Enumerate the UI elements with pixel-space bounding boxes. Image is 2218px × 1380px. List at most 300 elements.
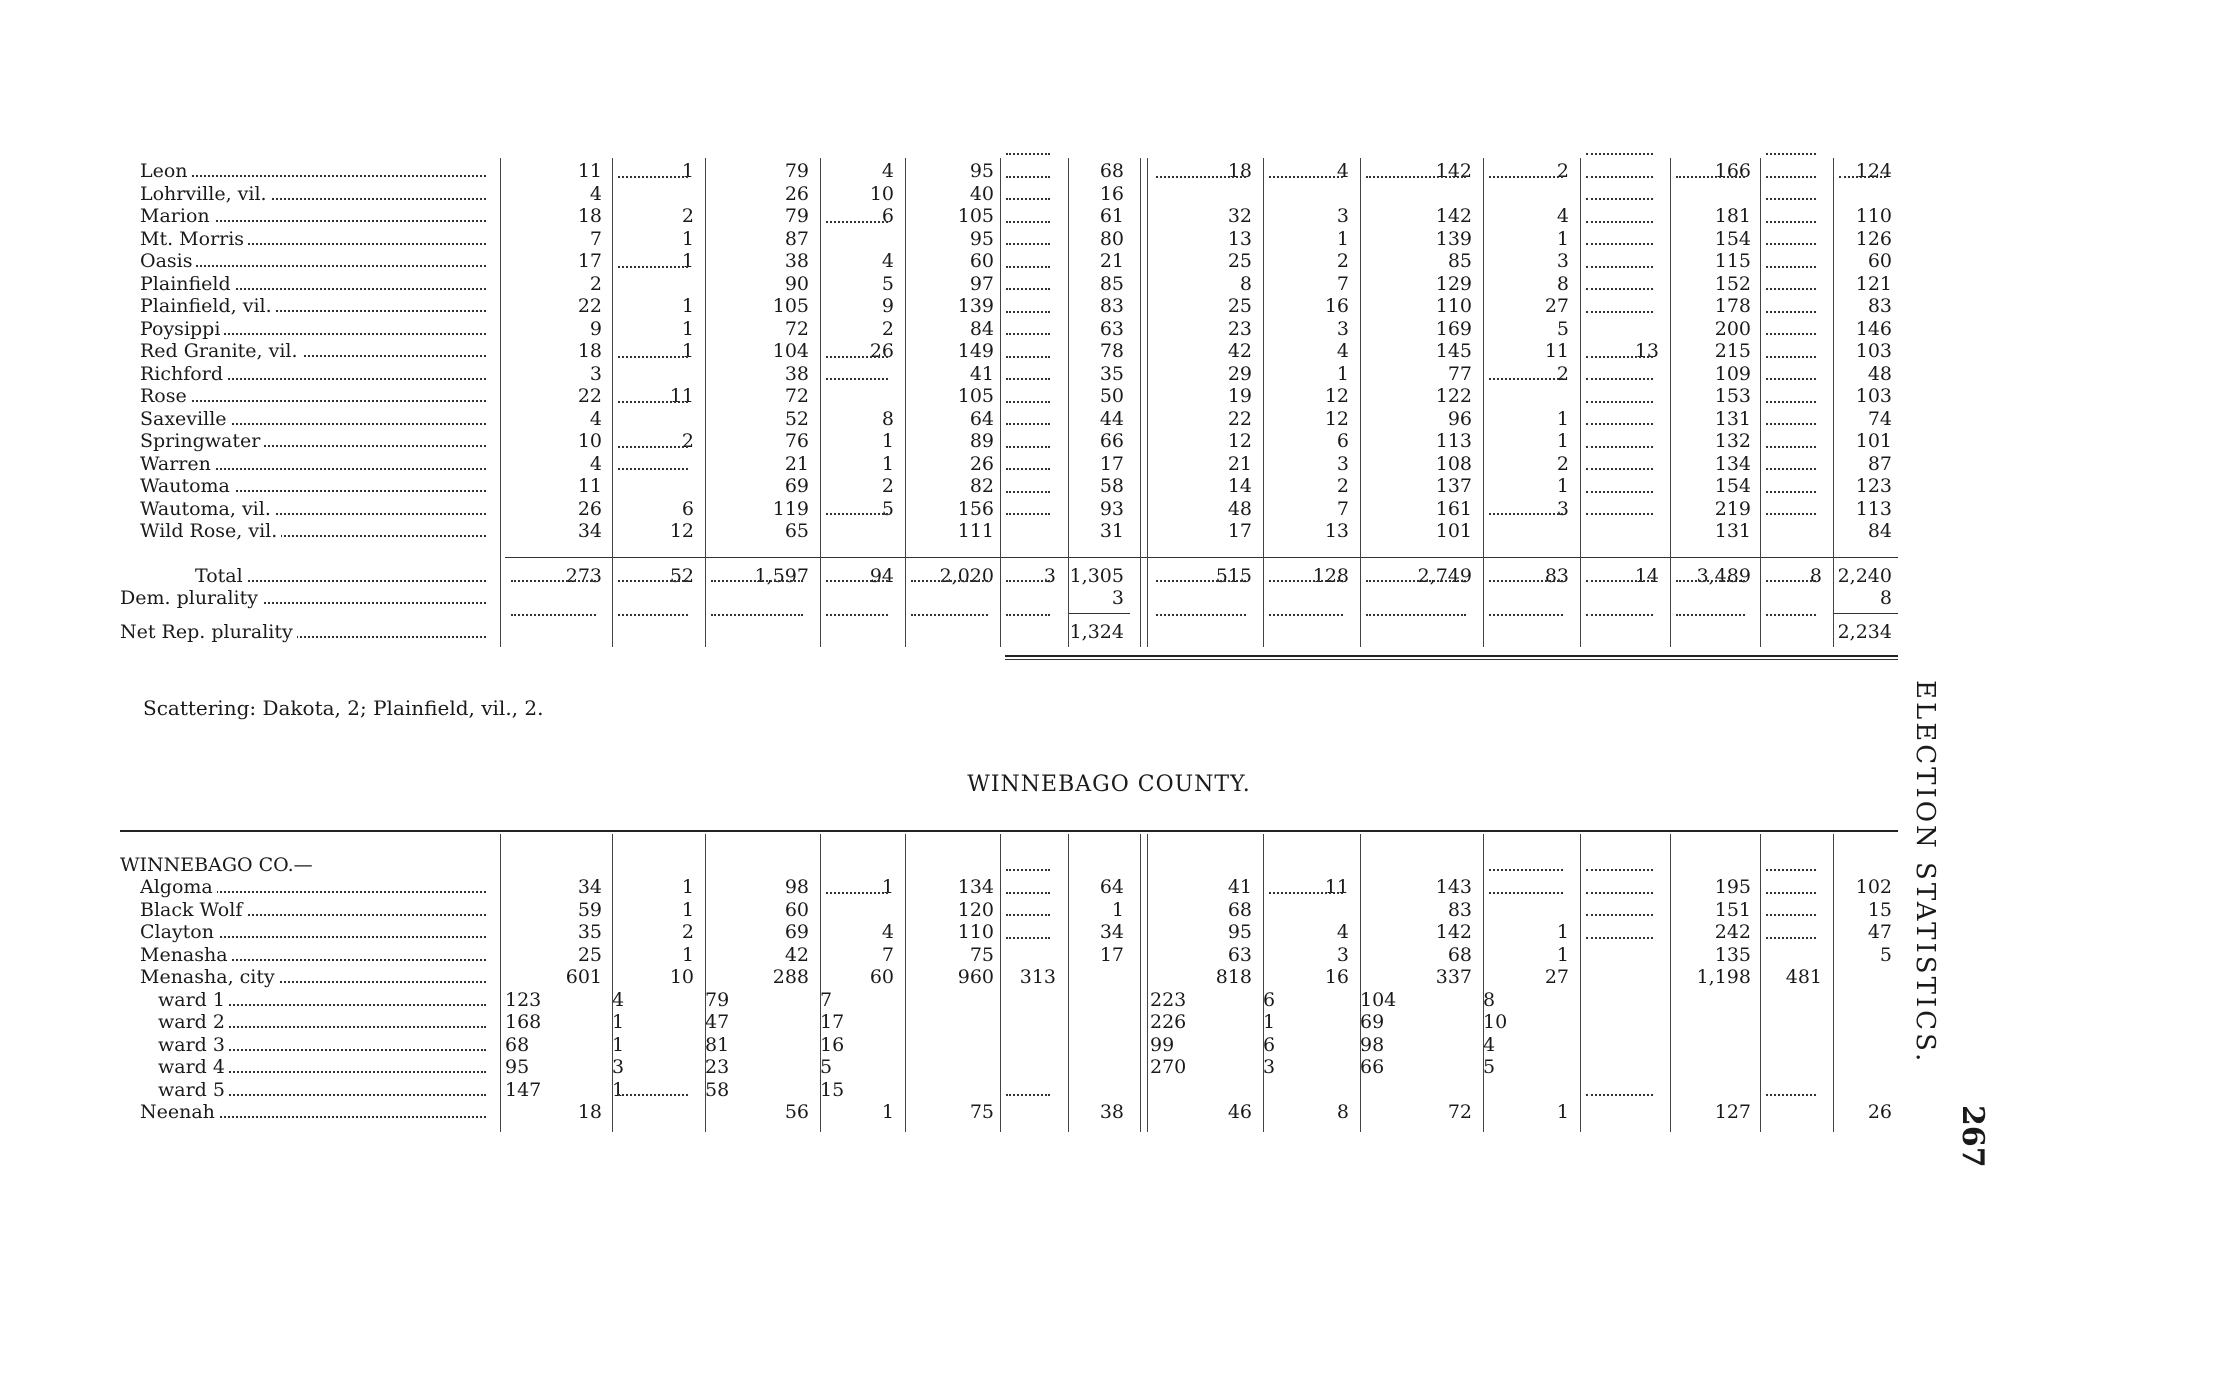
table-cell: 42 (784, 943, 809, 966)
table-cell: 6 (681, 497, 694, 520)
table-cell: 142 (1435, 921, 1472, 943)
table-cell: 102 (1855, 876, 1892, 898)
table-cell: 60 (784, 898, 809, 921)
table-cell: 52 (669, 564, 694, 587)
row-label (140, 250, 492, 272)
table-row (0, 318, 2218, 340)
table-row (0, 520, 2218, 542)
table-cell: 152 (1714, 272, 1751, 295)
ward-row (0, 1011, 2218, 1033)
row-rule (1005, 659, 1898, 660)
row-label-text: Net Rep. plurality (120, 621, 297, 643)
row-label (140, 228, 492, 250)
table-cell: 3 (1336, 943, 1349, 966)
table-cell: 601 (565, 966, 602, 988)
table-cell: 75 (969, 943, 994, 966)
table-cell: 89 (969, 430, 994, 452)
table-cell: 61 (1099, 205, 1124, 227)
column-rule (1483, 834, 1484, 1132)
row-label-text: Algoma (140, 876, 217, 898)
table-cell: 13 (1634, 340, 1659, 362)
row-label-text: Warren (140, 453, 215, 475)
table-cell: 26 (969, 452, 994, 475)
table-cell: 9 (881, 295, 894, 317)
table-cell: 5 (1879, 943, 1892, 966)
row-label-text: Dem. plurality (120, 587, 262, 609)
table-cell: 35 (1099, 362, 1124, 385)
table-cell: 7 (1336, 497, 1349, 520)
row-label (140, 205, 492, 227)
table-cell: 7 (820, 988, 833, 1011)
table-cell: 47 (1867, 921, 1892, 943)
table-cell: 105 (772, 295, 809, 317)
row-label-text: Leon (140, 160, 192, 182)
table-cell: 2,234 (1837, 620, 1892, 643)
table-cell: 1 (1556, 943, 1569, 966)
table-cell: 3 (612, 1056, 625, 1078)
row-label (140, 966, 492, 988)
table-cell: 42 (1227, 340, 1252, 362)
table-cell: 103 (1855, 340, 1892, 362)
table-cell: 1 (1111, 898, 1124, 921)
row-label-text: Poysippi (140, 318, 224, 340)
table-cell: 31 (1099, 520, 1124, 542)
table-cell: 18 (577, 205, 602, 227)
table-cell: 18 (577, 1101, 602, 1123)
table-cell: 10 (1483, 1011, 1508, 1033)
column-rule (1833, 158, 1834, 647)
table-cell: 80 (1099, 227, 1124, 250)
table-cell: 156 (957, 497, 994, 520)
table-cell: 12 (1324, 385, 1349, 407)
table-cell: 142 (1435, 205, 1472, 227)
table-cell: 38 (784, 250, 809, 272)
table-row (0, 453, 2218, 475)
row-label-text: Mt. Morris (140, 228, 248, 250)
table-cell: 16 (1324, 295, 1349, 317)
table-cell: 95 (505, 1056, 530, 1078)
table-cell: 4 (612, 988, 625, 1011)
table-cell: 10 (577, 430, 602, 452)
row-label-text: Menasha (140, 944, 232, 966)
row-label-text: Springwater (140, 430, 264, 452)
table-cell: 124 (1855, 160, 1892, 182)
table-cell: 1 (612, 1033, 625, 1056)
table-cell: 1 (881, 430, 894, 452)
table-cell: 25 (1227, 250, 1252, 272)
group-label-row (0, 854, 2218, 876)
table-cell: 1 (881, 1101, 894, 1123)
table-cell: 5 (820, 1056, 833, 1078)
table-cell: 3 (1263, 1056, 1276, 1078)
table-cell: 32 (1227, 205, 1252, 227)
table-row (0, 363, 2218, 385)
table-cell: 8 (881, 407, 894, 430)
table-cell: 1 (681, 317, 694, 340)
table-cell: 8 (1336, 1101, 1349, 1123)
row-label (140, 498, 492, 520)
table-cell: 1 (681, 160, 694, 182)
table-cell: 66 (1360, 1056, 1385, 1078)
table-cell: 110 (1855, 205, 1892, 227)
table-cell: 13 (1227, 227, 1252, 250)
row-label (140, 899, 492, 921)
table-cell: 1 (681, 898, 694, 921)
table-cell: 2 (1556, 160, 1569, 182)
table-cell: 56 (784, 1101, 809, 1123)
table-cell: 40 (969, 182, 994, 205)
table-cell: 18 (1227, 160, 1252, 182)
column-rule (500, 158, 501, 647)
table-cell: 58 (1099, 475, 1124, 497)
column-rule (820, 158, 821, 647)
table-cell: 109 (1714, 362, 1751, 385)
table-cell: 38 (1099, 1101, 1124, 1123)
table-cell: 4 (589, 182, 602, 205)
table-cell: 6 (1336, 430, 1349, 452)
table-cell: 4 (1483, 1033, 1496, 1056)
table-cell: 481 (1785, 966, 1822, 988)
table-cell: 11 (1544, 340, 1569, 362)
table-cell: 4 (589, 452, 602, 475)
table-cell: 131 (1714, 520, 1751, 542)
table-cell: 21 (784, 452, 809, 475)
table-cell: 2 (881, 317, 894, 340)
table-cell: 6 (881, 205, 894, 227)
table-cell: 10 (869, 182, 894, 205)
table-row (0, 295, 2218, 317)
row-label (140, 475, 492, 497)
table-cell: 41 (969, 362, 994, 385)
row-rule (1833, 613, 1898, 614)
table-cell: 94 (869, 564, 894, 587)
table-cell: 11 (1324, 876, 1349, 898)
table-cell: 8 (1879, 586, 1892, 609)
table-cell: 17 (1099, 452, 1124, 475)
row-label-text: Wild Rose, vil. (140, 520, 281, 542)
row-label-text: Saxeville (140, 408, 231, 430)
column-rule (1670, 834, 1671, 1132)
row-label-text: Wautoma, vil. (140, 498, 275, 520)
ward-row (0, 1034, 2218, 1056)
table-cell: 8 (1483, 988, 1496, 1011)
table-cell: 4 (881, 921, 894, 943)
table-cell: 181 (1714, 205, 1751, 227)
table-cell: 8 (1809, 564, 1822, 587)
table-cell: 52 (784, 407, 809, 430)
table-cell: 11 (577, 160, 602, 182)
table-cell: 1 (1336, 362, 1349, 385)
table-cell: 215 (1714, 340, 1751, 362)
column-rule (1360, 158, 1361, 647)
table-cell: 3 (589, 362, 602, 385)
table-cell: 65 (784, 520, 809, 542)
column-rule (1580, 158, 1581, 647)
table-cell: 115 (1714, 250, 1751, 272)
table-cell: 7 (589, 227, 602, 250)
table-cell: 104 (1360, 988, 1397, 1011)
table-cell: 139 (957, 295, 994, 317)
table-cell: 22 (577, 385, 602, 407)
table-cell: 1 (1556, 407, 1569, 430)
table-cell: 29 (1227, 362, 1252, 385)
table-cell: 818 (1215, 966, 1252, 988)
table-cell: 4 (881, 160, 894, 182)
table-cell: 219 (1714, 497, 1751, 520)
column-rule (1000, 834, 1001, 1132)
table-cell: 19 (1227, 385, 1252, 407)
table-cell: 154 (1714, 227, 1751, 250)
net-rep-plurality-row (0, 621, 2218, 643)
column-rule (1140, 834, 1141, 1132)
table-cell: 79 (784, 205, 809, 227)
row-label (140, 453, 492, 475)
table-cell: 1,305 (1069, 564, 1124, 587)
column-rule (705, 158, 706, 647)
table-cell: 143 (1435, 876, 1472, 898)
table-cell: 5 (1556, 317, 1569, 340)
table-row (0, 899, 2218, 921)
table-cell: 79 (784, 160, 809, 182)
table-cell: 2 (681, 205, 694, 227)
row-label (158, 989, 492, 1011)
row-rule (120, 830, 1898, 832)
table-cell: 139 (1435, 227, 1472, 250)
row-label (158, 1011, 492, 1033)
table-cell: 64 (969, 407, 994, 430)
table-cell: 166 (1714, 160, 1751, 182)
table-cell: 226 (1150, 1011, 1187, 1033)
table-row (0, 228, 2218, 250)
row-label (140, 183, 492, 205)
row-rule (1005, 655, 1898, 657)
table-cell: 1 (1263, 1011, 1276, 1033)
column-rule (1068, 158, 1069, 647)
table-row (0, 966, 2218, 988)
row-label (140, 430, 492, 452)
table-cell: 17 (1227, 520, 1252, 542)
table-cell: 154 (1714, 475, 1751, 497)
table-cell: 1 (881, 876, 894, 898)
row-label (140, 944, 492, 966)
table-cell: 23 (705, 1056, 730, 1078)
row-label (120, 621, 492, 643)
table-cell: 27 (1544, 295, 1569, 317)
table-row (0, 876, 2218, 898)
row-label-text: Plainfield, vil. (140, 295, 276, 317)
table-cell: 2,240 (1837, 564, 1892, 587)
table-cell: 41 (1227, 876, 1252, 898)
table-row (0, 430, 2218, 452)
column-rule (1140, 158, 1141, 647)
table-cell: 93 (1099, 497, 1124, 520)
table-cell: 1 (681, 876, 694, 898)
table-cell: 5 (881, 272, 894, 295)
column-rule (1360, 834, 1361, 1132)
table-cell: 85 (1447, 250, 1472, 272)
row-label (140, 295, 492, 317)
table-cell: 1 (681, 250, 694, 272)
table-row (0, 340, 2218, 362)
table-cell: 200 (1714, 317, 1751, 340)
row-label (140, 520, 492, 542)
table-row (0, 944, 2218, 966)
table-cell: 105 (957, 205, 994, 227)
row-label (140, 160, 492, 182)
row-label-text: Neenah (140, 1101, 219, 1123)
column-rule (905, 834, 906, 1132)
table-cell: 17 (1099, 943, 1124, 966)
county-heading: WINNEBAGO COUNTY. (967, 772, 1251, 797)
table-cell: 111 (957, 520, 994, 542)
table-cell: 75 (969, 1101, 994, 1123)
table-cell: 120 (957, 898, 994, 921)
table-cell: 1 (612, 1078, 625, 1101)
table-row (0, 250, 2218, 272)
table-cell: 151 (1714, 898, 1751, 921)
row-label-text: ward 2 (158, 1011, 229, 1033)
table-cell: 110 (1435, 295, 1472, 317)
row-label (140, 385, 492, 407)
table-cell: 313 (1019, 966, 1056, 988)
table-cell: 121 (1855, 272, 1892, 295)
table-cell: 2 (881, 475, 894, 497)
table-cell: 110 (957, 921, 994, 943)
table-cell: 3 (1336, 452, 1349, 475)
table-cell: 95 (1227, 921, 1252, 943)
table-cell: 146 (1855, 317, 1892, 340)
column-rule (612, 834, 613, 1132)
table-cell: 26 (577, 497, 602, 520)
table-cell: 108 (1435, 452, 1472, 475)
table-cell: 2 (1556, 452, 1569, 475)
table-cell: 34 (577, 520, 602, 542)
table-cell: 161 (1435, 497, 1472, 520)
table-cell: 27 (1544, 966, 1569, 988)
row-label-text: Lohrville, vil. (140, 183, 271, 205)
column-rule (1147, 158, 1148, 647)
table-cell: 18 (577, 340, 602, 362)
table-cell: 60 (1867, 250, 1892, 272)
table-cell: 3 (1111, 586, 1124, 609)
table-cell: 68 (1227, 898, 1252, 921)
row-label-text: Marion (140, 205, 214, 227)
table-cell: 103 (1855, 385, 1892, 407)
table-cell: 9 (589, 317, 602, 340)
table-cell: 22 (1227, 407, 1252, 430)
table-row (0, 385, 2218, 407)
ward-row (0, 1056, 2218, 1078)
table-cell: 16 (1099, 182, 1124, 205)
table-cell: 48 (1227, 497, 1252, 520)
table-cell: 7 (881, 943, 894, 966)
row-label-text: Richford (140, 363, 227, 385)
column-rule (820, 834, 821, 1132)
table-cell: 101 (1855, 430, 1892, 452)
table-cell: 17 (577, 250, 602, 272)
table-cell: 83 (1867, 295, 1892, 317)
table-cell: 113 (1435, 430, 1472, 452)
table-cell: 11 (669, 385, 694, 407)
table-cell: 78 (1099, 340, 1124, 362)
table-cell: 72 (1447, 1101, 1472, 1123)
table-cell: 44 (1099, 407, 1124, 430)
table-cell: 95 (969, 160, 994, 182)
table-cell: 142 (1435, 160, 1472, 182)
table-cell: 72 (784, 317, 809, 340)
table-cell: 1 (681, 340, 694, 362)
row-label (140, 273, 492, 295)
table-cell: 2 (1336, 250, 1349, 272)
row-label (140, 876, 492, 898)
table-cell: 83 (1447, 898, 1472, 921)
table-cell: 3 (1556, 250, 1569, 272)
column-rule (905, 158, 906, 647)
table-cell: 134 (957, 876, 994, 898)
row-label-text: Total (195, 565, 247, 587)
table-cell: 113 (1855, 497, 1892, 520)
table-cell: 81 (705, 1033, 730, 1056)
table-cell: 3 (1336, 205, 1349, 227)
table-cell: 242 (1714, 921, 1751, 943)
table-row (0, 160, 2218, 182)
running-title: ELECTION STATISTICS. (1910, 680, 1940, 1065)
table-cell: 123 (505, 988, 542, 1011)
column-rule (1483, 158, 1484, 647)
table-cell: 515 (1215, 564, 1252, 587)
table-cell: 68 (505, 1033, 530, 1056)
row-label (140, 921, 492, 943)
table-cell: 223 (1150, 988, 1187, 1011)
table-cell: 12 (1227, 430, 1252, 452)
table-cell: 74 (1867, 407, 1892, 430)
table-row (0, 921, 2218, 943)
table-cell: 1 (881, 452, 894, 475)
row-label (195, 565, 492, 587)
table-cell: 270 (1150, 1056, 1187, 1078)
table-cell: 2 (1336, 475, 1349, 497)
row-label (140, 408, 492, 430)
table-cell: 76 (784, 430, 809, 452)
table-cell: 169 (1435, 317, 1472, 340)
row-label-text: ward 3 (158, 1034, 229, 1056)
table-cell: 12 (1324, 407, 1349, 430)
table-cell: 6 (1263, 1033, 1276, 1056)
table-cell: 87 (784, 227, 809, 250)
table-cell: 87 (1867, 452, 1892, 475)
table-cell: 5 (881, 497, 894, 520)
table-cell: 58 (705, 1078, 730, 1101)
table-cell: 79 (705, 988, 730, 1011)
table-cell: 2 (1556, 362, 1569, 385)
table-row (0, 1101, 2218, 1123)
table-cell: 46 (1227, 1101, 1252, 1123)
table-cell: 145 (1435, 340, 1472, 362)
column-rule (1263, 834, 1264, 1132)
table-cell: 2 (681, 430, 694, 452)
scattering-note: Scattering: Dakota, 2; Plainfield, vil., 2. (143, 696, 544, 720)
row-rule (505, 557, 1898, 558)
table-cell: 34 (1099, 921, 1124, 943)
table-cell: 105 (957, 385, 994, 407)
table-cell: 77 (1447, 362, 1472, 385)
table-cell: 126 (1855, 227, 1892, 250)
table-cell: 48 (1867, 362, 1892, 385)
table-cell: 1 (612, 1011, 625, 1033)
table-cell: 26 (869, 340, 894, 362)
page-number: 267 (1955, 1105, 1990, 1168)
column-rule (1000, 158, 1001, 647)
